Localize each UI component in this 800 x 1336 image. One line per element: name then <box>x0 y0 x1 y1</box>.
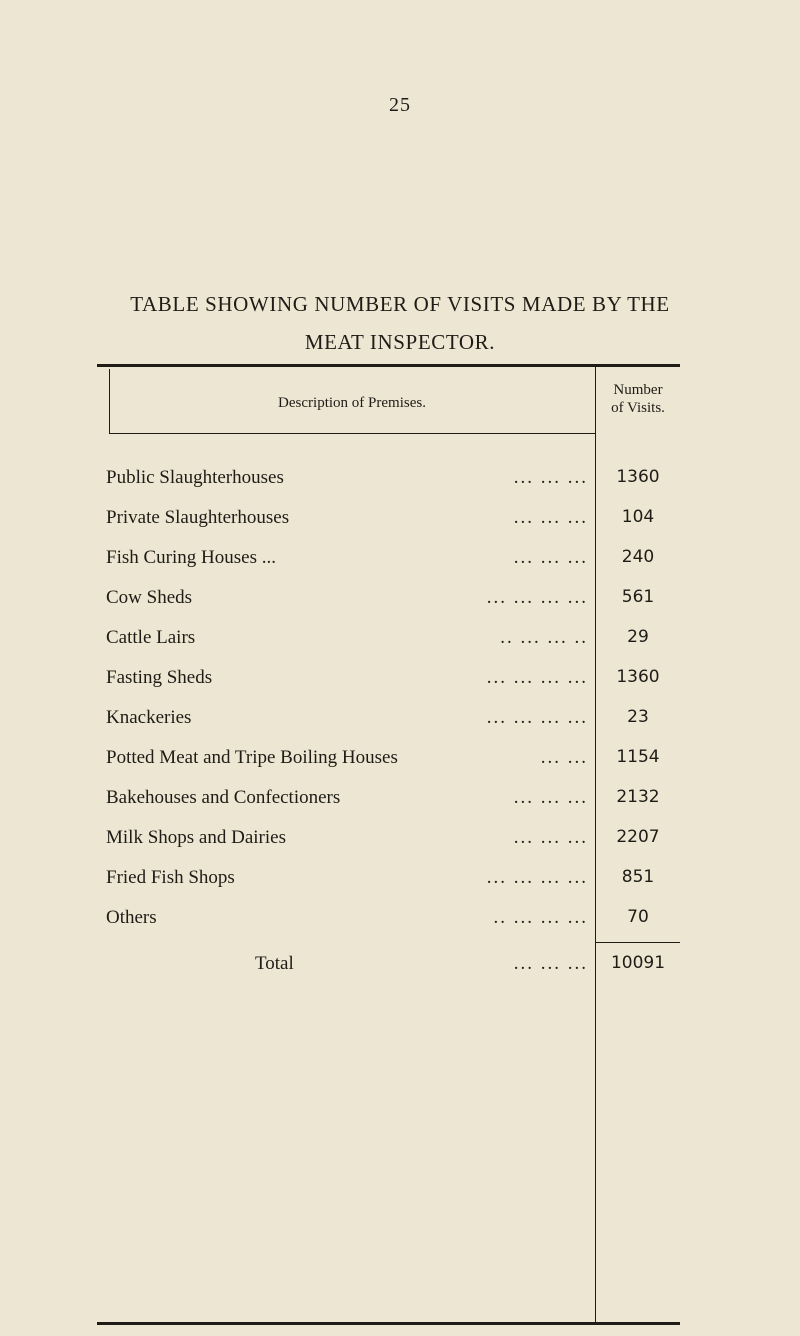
table-row <box>97 619 680 659</box>
total-rule <box>596 942 680 943</box>
row-leader-dots: ... ... ... ... <box>486 707 588 728</box>
row-value: 1360 <box>616 667 660 687</box>
row-label: Others <box>106 907 157 928</box>
table-row <box>97 699 680 739</box>
row-label: Knackeries <box>106 707 192 728</box>
table-row <box>97 579 680 619</box>
row-value: 851 <box>621 867 655 887</box>
row-label: Cow Sheds <box>106 587 193 608</box>
table-row <box>97 659 680 699</box>
row-leader-dots: ... ... ... <box>513 467 588 488</box>
table-row <box>97 899 680 939</box>
total-row <box>97 945 680 985</box>
row-label: Bakehouses and Confectioners <box>106 787 341 808</box>
table-row <box>97 459 680 499</box>
total-value: 10091 <box>610 953 666 973</box>
row-label: Fasting Sheds <box>106 667 213 688</box>
header-number-of-visits <box>596 381 680 417</box>
row-value: 2207 <box>616 827 660 847</box>
row-label: Potted Meat and Tripe Boiling Houses <box>106 747 398 768</box>
table-row <box>97 499 680 539</box>
header-number-line-1: Number <box>613 382 663 398</box>
row-label: Cattle Lairs <box>106 627 196 648</box>
row-value: 70 <box>627 907 649 927</box>
row-label: Private Slaughterhouses <box>106 507 290 528</box>
header-description: Description of Premises. <box>278 395 426 411</box>
table-title-line-2: MEAT INSPECTOR. <box>304 330 496 354</box>
row-label: Milk Shops and Dairies <box>106 827 286 848</box>
row-value: 29 <box>627 627 649 647</box>
table-row <box>97 779 680 819</box>
table-title-line-1: TABLE SHOWING NUMBER OF VISITS MADE BY THE <box>130 292 670 316</box>
row-label: Public Slaughterhouses <box>106 467 284 488</box>
page-number: 25 <box>389 94 411 116</box>
row-leader-dots: .. ... ... .. <box>500 627 588 648</box>
table-row <box>97 539 680 579</box>
row-label: Fish Curing Houses ... <box>106 547 276 568</box>
row-leader-dots: ... ... ... <box>513 547 588 568</box>
row-leader-dots: ... ... ... <box>513 787 588 808</box>
visits-table <box>97 364 680 1325</box>
table-row <box>97 859 680 899</box>
row-value: 240 <box>621 547 655 567</box>
row-leader-dots: ... ... ... ... <box>486 587 588 608</box>
table-row <box>97 739 680 779</box>
row-leader-dots: .. ... ... ... <box>493 907 588 928</box>
row-label: Fried Fish Shops <box>106 867 235 888</box>
row-value: 561 <box>621 587 655 607</box>
row-value: 2132 <box>616 787 660 807</box>
header-bottom-rule <box>109 433 595 434</box>
row-leader-dots: ... ... <box>540 747 588 768</box>
row-leader-dots: ... ... ... <box>513 507 588 528</box>
row-value: 1360 <box>616 467 660 487</box>
row-leader-dots: ... ... ... ... <box>486 667 588 688</box>
row-value: 23 <box>627 707 649 727</box>
table-row <box>97 819 680 859</box>
row-value: 104 <box>621 507 655 527</box>
row-leader-dots: ... ... ... <box>513 827 588 848</box>
row-leader-dots: ... ... ... ... <box>486 867 588 888</box>
total-leader-dots: ... ... ... <box>513 953 588 974</box>
total-label: Total <box>255 953 294 974</box>
header-number-line-2: of Visits. <box>611 400 665 416</box>
row-value: 1154 <box>616 747 660 767</box>
